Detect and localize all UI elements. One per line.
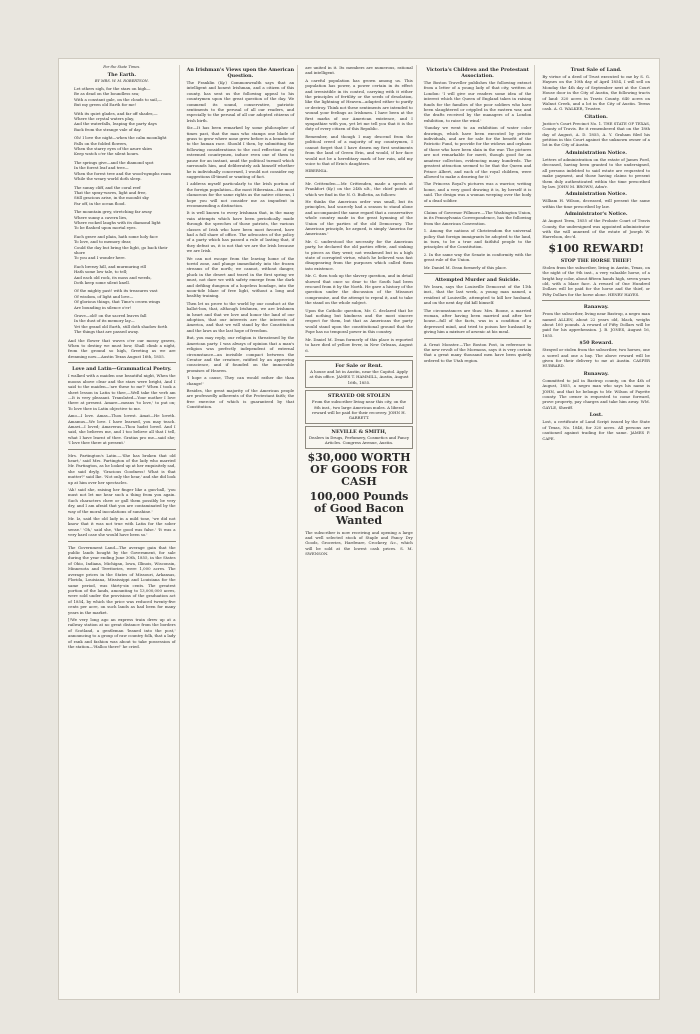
poem-stanza [74,288,176,310]
article-paragraph: A Great Monster.—The Boston Post, in reference to the new revolt of the Mormons, says it is very certain that a great many thousand men have been quietly ordered to the Utah region. [423,341,532,363]
article-paragraph: HIBERNIA. [305,168,328,174]
article-paragraph: 'Sunday we went to an exhibition of water color drawings, which have been executed by private individuals, and are for sale for the benefit of the Patriotic Fund, to provide for the widows and orphans of those who have been slain in the war. The pictures are not remarkable for merit, though good for an amateur collection, evidencing many hundreds. The greatest attraction seemed to be that the Queen and Prince Albert, and each of the royal children, were allowed to make a drawing for it.' [423,125,532,179]
article-paragraph: Sir.—It has been remarked by some philosopher of times past, that the man who stamps one blade of grass to grow where none grew before is a benefactor to the human race. Should I then, by submitting the following considerations to the cool reflection of my esteemed countrymen, induce even one of them to pause for an instant, amid the political turmoil which surrounds him, and deliberately ask himself whether he is individually concerned, I would not consider my suggestions ill-timed or wanting of fact. [186,125,295,179]
poem-line: Are bounding in silence o'er! [74,304,132,310]
article-headline: The Earth. [107,72,137,78]
columns [65,65,653,993]
poem-line: Hath some low tale, to tell; [74,269,128,275]
poem-line: Could the day but bring the light, go back their shore [74,244,168,255]
poem-line: Still gracious arise, in the moonlit sky [74,195,149,201]
column-4 [421,65,536,993]
article-paragraph: Committed to jail in Bastrop county, on the 4th of August, 1855, a negro man who says his name is JOHN, and that he belongs to Mr. Wilson of Fayette county. The owner is requested to come forward, prove property, pay charges and take him away. WM. GAYLE, Sheriff. [542,377,650,410]
poem-line: With its quiet glades, and far off shades,— [74,110,158,116]
article-paragraph: Remember, and though I may descend from the political creed of a majority of my countrymen, I cannot forget that I have drawn my first sentiments from the land of Green Erin, and would, if her face would not be a hereditary mark of her ruin, add my voice to that of Erin's daughters. [305,133,413,166]
poem-line: That the spray-waves, light and free, [74,189,147,195]
poem-line: The mountain grey, stretching far away [74,209,152,215]
article-paragraph: Amo—I love. Amas—Thou lovest. Amat—He loveth. Amamus—We love. I have learned, you may teach. Amavi—I loved; Amaveras—Thou hadst loved. And I said, she believes me, and I too believe all that I tell, what I have learnt of thee. Gratias pro me—said she; 'I love thee there at present.' [68,413,176,446]
poem-line: To you and I wonder here. [74,255,126,261]
poem-line: Let others sigh, for the stars on high— [74,86,151,91]
poem-line: To love, and to memory dear, [74,239,132,245]
poem-line: Keep watch o'er the silent hours. [74,151,140,157]
byline: BY MRS. W. M. ROBERTSON. [94,79,149,83]
article-paragraph: He thinks the American order was small, but its principles, had scarcely had a season to stand alone and accompanied the same regard that a conservative whole country made in the great hymning of the Union of the parties of the old Democracy. The American principle, he argued, is simply 'America for Americans.' [305,198,413,237]
article-headline: Love and Latin—Grammatical Poetry. [72,366,172,373]
poem-line: Be as dead on the boundless sea; [74,91,140,97]
column-1 [65,65,180,993]
article-paragraph: are united in it. Its members are numerous, rational and intelligent. [305,65,413,76]
article-paragraph: [!We very long ago an express train drew up at a railway station at no great distance from the borders of Scotland, a gentleman 'leaned into the post,' announcing to a group of raw country folk, that a lady of rank and fashion was about to take possession of the station—'Halloo there!' he cried. [68,616,176,649]
advertisement-title: STRAYED OR STOLEN [327,393,391,400]
advertisement [305,360,413,388]
advertisement [305,390,413,424]
poem-line: Yet the grand old Earth, still doth shadow forth [74,323,168,329]
article-paragraph: Mr. C. then took up the slavery question, and in detail showed that once so dear to the South had been rescued from it by the North. He gave a history of the question under the discussion of the Missouri compromise, and the attempt to repeal it, and to take the stand on the whole subject. [305,273,413,306]
article-paragraph: I address myself particularly to the Irish portion of the foreign population—the most Hibernian—the most clamorous for the same rights as the native citizens, I hope you will not consider me as impudent in recommending a distinction. [186,181,295,208]
column-2 [184,65,299,993]
display-advertisement-headline: $100 REWARD! [548,241,644,255]
poem-line: In the forest leaf and tree— [74,165,129,171]
article-paragraph: By virtue of a deed of Trust executed to me by S. G. Haynes on the 10th day of April 1854, I will sell on Monday the 4th day of September next at the Court House door in the City of Austin, the following tracts of land: 320 acres in Travis County, 640 acres on Walnut Creek, and a lot in the City of Austin. Terms cash. A. G. WALKER, Trustee. [542,74,650,112]
article-paragraph: I walked with a maiden one beautiful night, When the moons above clear and the stars were bright, And I said to the maiden—'are these to me?' When I took a sheet lesson in Latin to thee,—Well take the verb am—It is very pleasant. Translated—Your mother I love there at present. Amare—means 'to love,' to put on; To love thee in Latin objective to me. [68,373,176,411]
article-paragraph: We can not escape from the leaving home of the torrid zone, and plunge immediately into the frozen streams of the north; we cannot, without danger, pluck in the desert and travel in the first spring we must, not dare we with safety emerge from the dark and defiling dungeon of a hopeless bondage, into the noon-tide blaze of free light, without a long and healthy training. [186,255,295,299]
poem-stanza [74,160,176,182]
article-paragraph: The Princess Royal's pictures was a warrior, writing home, and a very good drawing it is, by herself it is said. The design was a woman weeping over the body of a dead soldier. [423,181,532,203]
display-advertisement-headline: $30,000 WORTH OF GOODS FOR CASH [307,450,411,488]
poem-line: Where sunny a cavern lies, [74,214,128,220]
poem-line: Where rocked laughs with its diamond light [74,219,161,225]
advertisement-title: NEVILLE & SMITH, [331,428,387,435]
article-paragraph: From the subscriber, living near Bastrop, a negro man named ALLEN, about 22 years old, black, weighs about 160 pounds. A reward of Fifty Dollars will be paid for his apprehension. J. B. JONES, August 16, 1855. [542,311,650,338]
article-headline: Trust Sale of Land. [570,67,622,73]
advertisement-body: From the subscriber living near this city, on the 8th inst., two large American mules. A liberal reward will be paid for their recovery. JOHN H. GARRETT. [311,399,407,421]
article-paragraph: We learn, says the Louisville Democrat of the 11th inst., that the last week, a young man named, a resident of Louisville, attempted to kill her husband, and on the next day did kill himself. [423,284,532,306]
article-headline: Victoria's Children and the Protestant Association. [426,67,529,79]
article-headline: Ranaway. [583,304,609,311]
article-paragraph: Claims of Governor Fillmore.—The Washington Union, in its Pennsylvania Correspondence, has the following from the American Convention. [423,209,532,226]
article-paragraph: Upon the Catholic question, Mr. C. declared that he had nothing but kindness and the most sincere respect for them, but that as Americans the party would stand upon the constitutional ground that the Pope has no temporal power in this country. [305,307,413,335]
poem-line: Each breezy hill, and murmuring rill [74,263,146,269]
newspaper-page [58,58,660,1000]
article-paragraph: The subscriber is now receiving and opening a large and well selected stock of Staple and Fancy Dry Goods, Groceries, Hardware, Crockery, &c., which will be sold at the lowest cash prices. S. M. SWENSON. [305,529,413,557]
poem-stanza [74,313,176,335]
article-paragraph: Mr. Daniel M. Dean formerly of this place is reported to have died of yellow fever, in New Orleans, August 6. [305,336,413,353]
advertisement-body: A house and lot in Austin, near the Capitol. Apply at this office. JAMES T. HAMMILL, Austin, August 16th, 1855. [309,368,409,385]
column-divider-rule [68,449,176,450]
article-paragraph: Mr. Iz, said the old lady in a mild tone, 'we did not know that it was not true with Latin for the sober sense.' 'Oh,' said she, 'the good was false.' 'It was a very hard case she would have been so.' [68,516,176,538]
article-paragraph: At August Term, 1855 of the Probate Court of Travis County, the undersigned was appointed administrator with the will annexed of the estate of Joseph W. Harrelson, dec'd. [542,218,650,240]
advertisement-title: For Sale or Rent. [335,362,383,369]
poem-line: When the forest tree and the wood-nymphs roam [74,170,171,176]
article-headline: Administrator's Notice. [564,211,628,218]
poem-line: When the starry eyes of the azure skies [74,146,153,152]
column-divider-rule [424,206,532,207]
article-headline: Lost. [589,412,603,419]
article-paragraph: 1. Among the nations of Christendom the universal policy that foreign immigrants be adopted to the land, in turn, to be a true and faithful people to the principles of the Constitution. [423,228,532,250]
poem-line: Each grave and plain, hath some holy face [74,233,158,239]
article-paragraph: Strayed or stolen from the subscriber, two horses, one a sorrel and one a bay. The above reward will be given for their delivery to me at Austin. CASPER HUBBARD. [542,347,650,369]
column-divider-rule [68,362,176,363]
poem-line: Oh! I love the night—when the calm moonlight [74,135,167,141]
article-paragraph: Mr. Crittenden.—Mr. Crittenden, made a speech at Frankfort (Ky.) on the 24th ult., the chief points of which we find in the N. O. Bulletin, as follows: [305,180,413,197]
column-divider-rule [424,273,532,274]
poem-stanza [74,135,176,157]
article-paragraph: Mr. C. understood the necessity for the American party, he declared the old parties effete, and sinking to pieces as they went; not weakened but in a high state of corrupted virtue, which he believed was fast disappearing from the purposes which called them into existence. [305,238,413,271]
article-paragraph: Mr. Daniel M. Dean formerly of this place. [423,264,508,270]
article-paragraph: Mrs. Partington's Latin.—'She has broken that old heart,' said Mrs. Partington of the lady who married Mr. Partington, as he looked up at her exquisitely sad, she said dryly, 'Gracious Goodness! What is that mutter?' said Ike. 'Not only the hear,' and she did look up at him over her spectacles. [68,452,176,485]
article-paragraph: And the flower that waves o'er our mossy graves, When to destiny we must bow, Shall climb a night, from the ground so high, Greeting as we are dreaming now.—Austin Texas August 16th, 1855. [68,337,176,359]
poem-line: To be flashed upon mortal eyes. [74,225,137,231]
poem-line: Of wisdom, of light and love— [74,293,134,299]
display-advertisement-headline: 100,000 Pounds of Good Bacon Wanted [309,489,409,527]
poem-line: But my green old Earth for me! [74,102,137,108]
poem-line: The things that are passed away. [74,329,139,335]
poem-line: While the weary world doth sleep. [74,176,142,182]
article-paragraph: Letters of administration on the estate of James Ford, deceased, having been granted to the undersigned, all persons indebted to said estate are requested to make payment, and those having claims to present them duly authenticated within the time prescribed by law. JOHN M. BROWN, Adm'r. [542,156,650,189]
article-paragraph: Stolen from the subscriber, living in Austin, Texas, on the night of the 9th inst., a very valuable horse, of a bright bay color, about fifteen hands high, seven years old, with a blaze face. A reward of One Hundred Dollars will be paid for the horse and the thief, or Fifty Dollars for the horse alone. HENRY HAYES. [542,264,650,297]
poem-line: Doth keep some silent knell. [74,280,131,285]
poem-line: In the dust of its memory lay— [74,318,135,324]
article-paragraph: It is well known to every Irishman that, in the many vain attempts which have been periodically made through the speeches of those patriots, the various classes of Irish who have been most favored, have had a full share of office. The advocates of the policy of a party which has passed a rule of lasting that, if they defeat us, it is not that we are the Irish because we are Irish. [186,210,295,254]
article-headline: Administration Notice. [565,191,627,198]
article-paragraph: Justice's Court Precinct No. 1. THE STATE OF TEXAS, County of Travis. Be it remembered that on the 18th day of August, A. D. 1855, A. Y. Graham filed his petition in this Court against the unknown owner of a lot in the City of Austin. [542,120,650,148]
article-paragraph: A careful population has grown among us. This population has power, a power certain in its effect and irresistible in its control, carrying with it either the principles of fertility or the seeds of desolation, like the lightning of Heaven—adapted either to purify or destroy. Think not these sentiments are intended to wound your feelings as Irishmen. I have been at the first marks of our American existence, and I sympathize with you, yet let me tell you that it is the duty of every citizen of this Republic. [305,77,413,132]
byline: For the State Times. [103,65,141,69]
poem-line: Of the mighty past! with its treasures vast [74,288,158,294]
poem-line: Where the crystal waters play, [74,116,134,122]
poem-line: Falls on the folded flowers, [74,140,128,146]
poem-stanza [74,234,176,261]
poem-stanza [74,264,176,286]
advertisement [305,426,413,449]
poem-line: With a constant gale, on the clouds to sail,— [74,96,162,102]
column-divider-rule [542,300,650,301]
article-headline: Runaway. [583,370,609,377]
article-paragraph: The Boston Traveller publishes the following extract from a letter of a young lady of that city, written at London: 'I will give our readers some idea of the interest which the Queen of England takes in raising funds for the families of the poor soldiers who have been slaughtered or crippled in the eastern war, and the drafts received by the managers of a London exhibition, to raise the wind.' [423,80,532,123]
poem-stanza [74,86,176,108]
poem-line: And each old rock, its moss and weeds, [74,274,152,280]
poem-line: And the waterfalls, leaping the party days [74,121,157,127]
column-3 [302,65,417,993]
poem-line: Back from the strange vale of day. [74,126,142,132]
column-divider-rule [305,177,413,178]
article-paragraph: 2. In the same way the Senate in conformity with the great rule of the Union. [423,251,532,263]
column-divider-rule [305,356,413,357]
poem-line: Far off, in the ocean flood. [74,200,126,206]
article-headline: STOP THE HORSE THIEF! [560,257,632,264]
poem-line: Of glorious things, that Time's crown wings [74,299,161,305]
article-paragraph: The circumstances are thus: Mrs. Boone, a married woman, after having been married and after her house—full of the facts, was in a condition of a depressed mind, and tried to poison her husband by giving him a mixture of arsenic at his meal. [423,307,532,335]
article-paragraph: Besides, the great majority of the American people are professedly adherents of the Protestant faith; the free exercise of which is guaranteed by that Constitution. [186,387,295,410]
article-paragraph: The Franklin (Ky.) Commonwealth says that an intelligent and honest Irishman, and a citizen of this county, has sent us the following appeal to his countrymen upon the great question of the day. We commend its sound, conservative, patriotic sentiments to the perusal of all our readers, and especially to the perusal of all our adopted citizens of Irish birth. [186,80,295,123]
column-divider-rule [424,338,532,339]
article-headline: Attempted Murder and Suicide. [435,277,521,283]
article-headline: Citation. [584,113,608,120]
article-paragraph: But, you may reply, our religion is threatened by the American party. I was always of opinion that a man's religion was perfectly independent of external circumstance—an invisible compact between the Creator and the creature, ratified by an approving conscience, and if founded on the immovable promises of Heaven. [186,335,295,373]
article-headline: Administration Notice. [565,149,627,156]
poem-line: The springs give—and the diamond spot [74,159,154,165]
article-headline: $50 Reward. [579,340,613,347]
advertisement-body: Dealers in Drugs, Perfumery, Cosmetics and Fancy Articles. Congress Avenue, Austin. [308,434,410,446]
article-headline: An Irishman's Views upon the American Question. [186,67,295,79]
article-paragraph: The Government Land—The average gain that the public lands bought by the Government, for sale during the year ending June 30th, 1855, in the States of Ohio, Indiana, Michigan, Iowa, Illinois, Wisconsin, Minnesota and Territories, were 1,000 acres. The average prices in the States of Missouri, Arkansas, Florida, Louisiana, Mississippi and Louisiana for the same period, was thirty-six cents. The greatest portion of the lands, amounting to 13,000,000 acres, were sold under the provisions of the graduation act of 1854, by which the price was reduced twenty-five cents per acre, on such lands as had been for many years in the market. [68,544,176,615]
column-divider-rule [68,541,176,542]
article-paragraph: Lost, a certificate of Land Script issued by the State of Texas, No. 1846, for 320 acres. All persons are cautioned against trading for the same. JAMES P. CAPE. [542,419,650,441]
article-paragraph: 'I hope a cause, They can would rather die than change!' [186,375,295,386]
poem-stanza [74,111,176,133]
poem-stanza [74,185,176,207]
column-5 [539,65,653,993]
article-paragraph: William H. Wilson, deceased, will present the same within the time prescribed by law. [542,198,650,209]
poem-line: Grave—old! on the sacred leaves fall [74,313,147,319]
poem-line: The sunny cliff, and the coral reef [74,184,141,190]
poem-stanza [74,209,176,231]
article-paragraph: Then let us prove to the world by our conduct at the ballot-box, that, although Irishmen, we are Irishmen in heart and that we love and honor the land of our adoption, that our interests are the interests of America, and that we will stand by the Constitution and the laws as the last hope of freedom. [186,300,295,333]
article-paragraph: 'Ah! said she, raising her finger like a gun-ball, 'you must not let me hear such a thing from you again. Such characters chew or gall them possibly be very dry, and I am afraid that you are contaminated by the way of the moral inoculations of sunshine.' [68,487,176,514]
